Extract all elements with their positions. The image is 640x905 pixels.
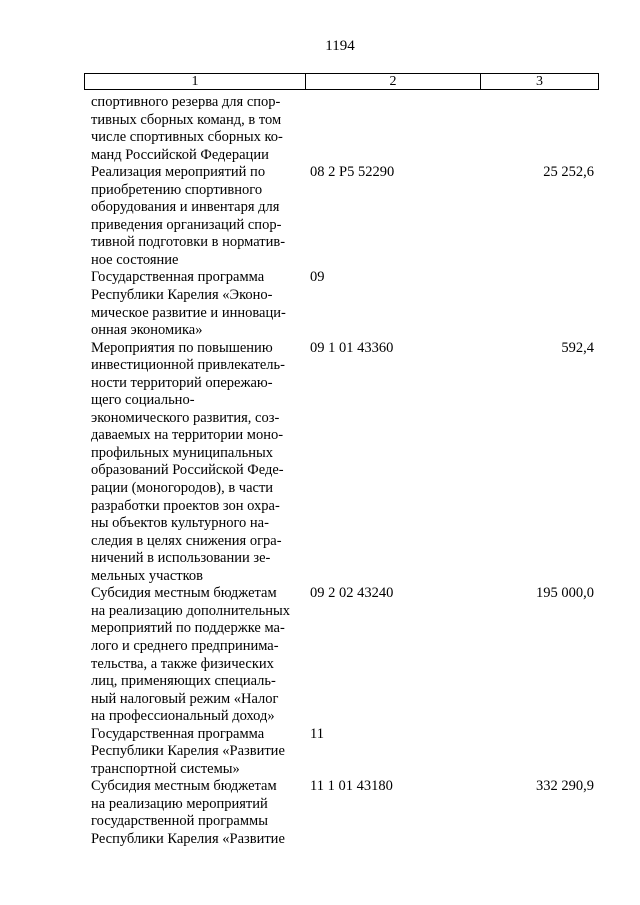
description-line: мельных участков — [91, 567, 203, 584]
table-header — [84, 73, 599, 90]
row-code: 09 — [310, 269, 325, 286]
description-line: тельства, а также физических — [91, 655, 274, 672]
description-line: Субсидия местным бюджетам — [91, 778, 277, 795]
description-line: лого и среднего предпринима- — [91, 637, 279, 654]
column-header-1: 1 — [85, 74, 306, 89]
description-line: ничений в использовании зе- — [91, 550, 271, 567]
table-row — [84, 269, 599, 339]
description-line: на реализацию дополнительных — [91, 602, 290, 619]
page-number: 1194 — [325, 38, 355, 54]
description-line: Субсидия местным бюджетам — [91, 585, 277, 602]
description-line: приобретению спортивного — [91, 181, 263, 198]
row-description — [84, 269, 305, 339]
description-line: рации (моногородов), в части — [91, 480, 274, 497]
description-line: Республики Карелия «Развитие — [91, 830, 285, 847]
description-line: профильных муниципальных — [91, 444, 274, 461]
description-line: Республики Карелия «Эконо- — [91, 287, 273, 304]
column-header-2: 2 — [306, 74, 481, 89]
description-line: на реализацию мероприятий — [91, 795, 268, 812]
description-line: Государственная программа — [91, 269, 265, 286]
description-line: государственной программы — [91, 813, 268, 830]
description-line: тивной подготовки в норматив- — [91, 234, 286, 251]
description-line: приведения организаций спор- — [91, 216, 282, 233]
description-line: образований Российской Феде- — [91, 462, 284, 479]
row-description — [84, 340, 305, 586]
description-line: даваемых на территории моно- — [91, 427, 284, 444]
description-line: мическое развитие и инноваци- — [91, 304, 286, 321]
description-line: оборудования и инвентаря для — [91, 199, 280, 216]
row-code: 09 1 01 43360 — [310, 339, 394, 356]
table-body — [84, 94, 599, 849]
description-line: числе спортивных сборных ко- — [91, 129, 283, 146]
row-description — [84, 94, 305, 164]
column-header-3: 3 — [536, 74, 543, 89]
description-line: Республики Карелия «Развитие — [91, 743, 285, 760]
description-line: ное состояние — [91, 251, 179, 268]
table-row — [84, 778, 599, 848]
table-row — [84, 164, 599, 269]
description-line: Реализация мероприятий по — [91, 164, 266, 181]
description-line: ный налоговый режим «Налог — [91, 690, 279, 707]
table-row — [84, 585, 599, 725]
row-code: 08 2 P5 52290 — [310, 164, 395, 181]
description-line: транспортной системы» — [91, 760, 240, 777]
row-amount: 25 252,6 — [543, 164, 594, 181]
row-code: 11 — [310, 725, 324, 742]
table-row — [84, 94, 599, 164]
row-description — [84, 778, 305, 848]
row-description — [84, 585, 305, 725]
row-description — [84, 726, 305, 779]
description-line: разработки проектов зон охра- — [91, 497, 280, 514]
row-description — [84, 164, 305, 269]
description-line: онная экономика» — [91, 322, 203, 339]
description-line: лиц, применяющих специаль- — [91, 673, 276, 690]
row-code: 11 1 01 43180 — [310, 778, 393, 795]
description-line: экономического развития, соз- — [91, 409, 280, 426]
description-line: на профессиональный доход» — [91, 708, 275, 725]
description-line: тивных сборных команд, в том — [91, 111, 282, 128]
description-line: мероприятий по поддержке ма- — [91, 620, 285, 637]
description-line: Государственная программа — [91, 725, 265, 742]
description-line: следия в целях снижения огра- — [91, 532, 282, 549]
description-line: ны объектов культурного на- — [91, 515, 269, 532]
table-row — [84, 726, 599, 779]
table-row — [84, 340, 599, 586]
row-amount: 332 290,9 — [536, 778, 594, 795]
description-line: Мероприятия по повышению — [91, 339, 273, 356]
description-line: спортивного резерва для спор- — [91, 94, 281, 110]
row-amount: 195 000,0 — [536, 585, 594, 602]
description-line: ности территорий опережаю- — [91, 374, 273, 391]
description-line: инвестиционной привлекатель- — [91, 357, 285, 374]
row-amount: 592,4 — [561, 339, 594, 356]
row-code: 09 2 02 43240 — [310, 585, 394, 602]
description-line: манд Российской Федерации — [91, 146, 269, 163]
description-line: щего социально- — [91, 392, 195, 409]
